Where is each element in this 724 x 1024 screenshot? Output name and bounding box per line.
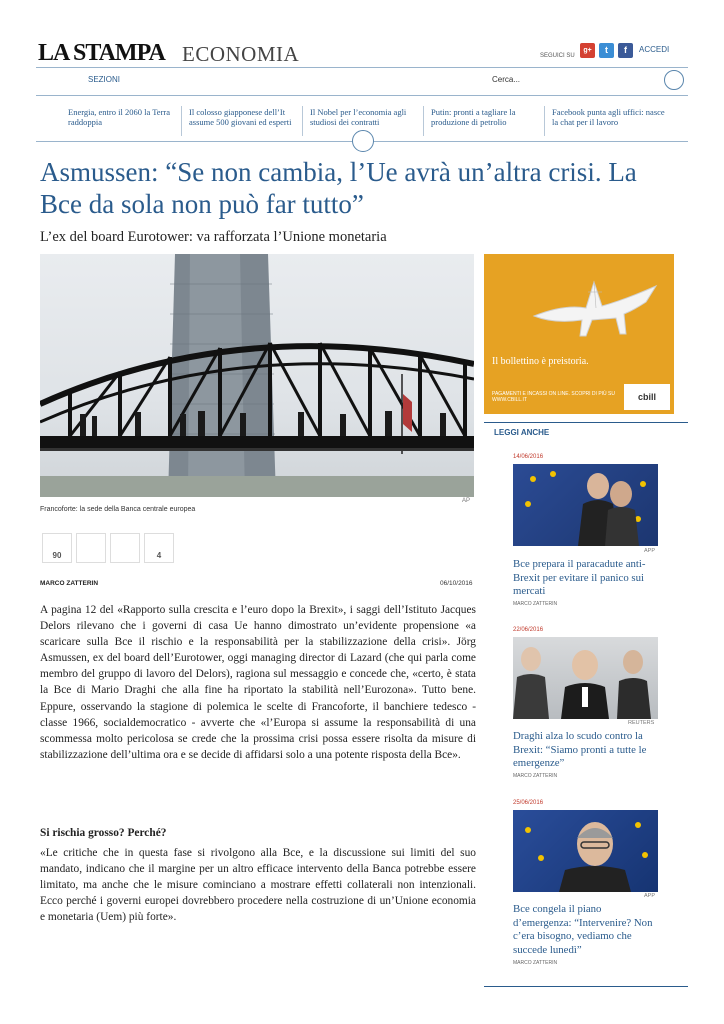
related-credit: REUTERS [628, 720, 655, 726]
article-date: 06/10/2016 [440, 580, 473, 587]
related-author: MARCO ZATTERIN [513, 773, 558, 779]
twitter-icon[interactable]: t [599, 43, 614, 58]
search-input[interactable]: Cerca... [492, 75, 521, 84]
article-headline: Asmussen: “Se non cambia, l’Ue avrà un’altra crisi. La Bce da sola non può far tutto” [40, 157, 637, 219]
ticker-item[interactable]: Il colosso giapponese dell’It assume 500 giovani ed esperti [189, 107, 292, 127]
related-author: MARCO ZATTERIN [513, 960, 558, 966]
ticker-item[interactable]: Energia, entro il 2060 la Terra raddoppia [68, 107, 170, 127]
article-author[interactable]: MARCO ZATTERIN [40, 580, 99, 587]
article-question-heading: Si rischia grosso? Perché? [40, 827, 167, 839]
dinosaur-illustration [524, 264, 664, 344]
nav-divider [36, 95, 688, 96]
related-author: MARCO ZATTERIN [513, 601, 558, 607]
ad-claim: Il bollettino è preistoria. [492, 356, 589, 367]
follow-label: SEGUICI SU [540, 53, 575, 59]
sidebar-title: LEGGI ANCHE [494, 428, 550, 437]
share-counter[interactable] [110, 533, 140, 563]
ticker-separator [302, 106, 303, 136]
search-icon[interactable] [664, 70, 684, 90]
ad-logo: cbill [624, 384, 670, 410]
ticker-item[interactable]: Il Nobel per l’economia agli studiosi dei contratti [310, 107, 407, 127]
advertisement-banner[interactable] [484, 254, 674, 414]
section-title[interactable]: ECONOMIA [182, 42, 300, 66]
share-counter[interactable] [76, 533, 106, 563]
related-image[interactable] [513, 810, 658, 892]
related-credit: APP [644, 893, 656, 899]
share-counter[interactable]: 90 [42, 533, 72, 563]
related-image[interactable] [513, 637, 658, 719]
related-date: 25/06/2016 [513, 800, 544, 806]
image-caption: Francoforte: la sede della Banca centrale europea [40, 506, 196, 513]
sidebar-top-rule [484, 422, 688, 423]
article-subheadline: L’ex del board Eurotower: va rafforzata l’Unione monetaria [40, 229, 387, 245]
related-title[interactable]: Bce congela il piano d’emergenza: “Intervenire? Non c’era bisogno, vediamo che succede lunedì” [513, 903, 653, 956]
ticker-toggle-button[interactable] [352, 130, 374, 152]
related-title[interactable]: Bce prepara il paracadute anti-Brexit per evitare il panico sui mercati [513, 558, 646, 597]
image-credit: AP [462, 498, 471, 504]
related-title[interactable]: Draghi alza lo scudo contro la Brexit: “Siamo pronti a tutte le emergenze” [513, 730, 647, 769]
header-divider [36, 67, 688, 68]
related-date: 14/06/2016 [513, 454, 544, 460]
ad-small-text: PAGAMENTI E INCASSI ON LINE. SCOPRI DI PIÙ SU WWW.CBILL.IT [492, 391, 615, 403]
ticker-separator [544, 106, 545, 136]
related-date: 22/06/2016 [513, 627, 544, 633]
ticker-separator [423, 106, 424, 136]
google-plus-icon[interactable]: g+ [580, 43, 595, 58]
article-paragraph: A pagina 12 del «Rapporto sulla crescita e l’euro dopo la Brexit», i saggi dell’Istituto Jacques Delors rilevano che i governi di casa Ue hanno dimostrato un’evidente propensione «a scaricare sulla Bce il rischio e la responsabilità per la stabilizzazione della crisi». Jörg Asmussen, ex del board dell’Eurotower, oggi managing director di Lazard (che qui parla come membro del gruppo di lavoro del Delors), ragiona sul messaggio e concede che, «certo, è stata la Bce di Mario Draghi che alla fine ha riportato la stabilità nell’Eurozona». Tutto bene. Eppure, osservando la stagione di polemica le scelte di Francoforte, il banchiere tedesco - classe 1966, socialdemocratico - avverte che «l’Europa si assume la responsabilità di una scommessa molto pericolosa se crede che la prossima crisi possa essere risolta da misure di stabilizzazione dell’ultima ora e se decide di affidarsi solo a una potente risposta della Bce». [40, 604, 476, 761]
sections-menu-button[interactable]: SEZIONI [88, 75, 121, 84]
ticker-item[interactable]: Putin: pronti a tagliare la produzione di petrolio [431, 107, 516, 127]
share-counter[interactable]: 4 [144, 533, 174, 563]
article-paragraph: «Le critiche che in questa fase si rivolgono alla Bce, e la discussione sui limiti del suo mandato, indicano che il margine per un altro efficace intervento della Banca potrebbe essere limitato, ma anche che le misure cominciano a mostrare effetti collaterali non intenzionali. Ecco perché i governi europei dovrebbero procedere nella costruzione di un’Unione economia e monetaria (Uem) più forte». [40, 847, 476, 924]
facebook-icon[interactable]: f [618, 43, 633, 58]
ticker-separator [181, 106, 182, 136]
ticker-item[interactable]: Facebook punta agli uffici: nasce la chat per il lavoro [552, 107, 665, 127]
site-logo[interactable]: LA STAMPA [38, 40, 165, 66]
login-link[interactable]: ACCEDI [639, 45, 670, 54]
related-credit: APP [644, 548, 656, 554]
related-image[interactable] [513, 464, 658, 546]
sidebar-bottom-rule [484, 986, 688, 987]
hero-image [40, 254, 474, 497]
